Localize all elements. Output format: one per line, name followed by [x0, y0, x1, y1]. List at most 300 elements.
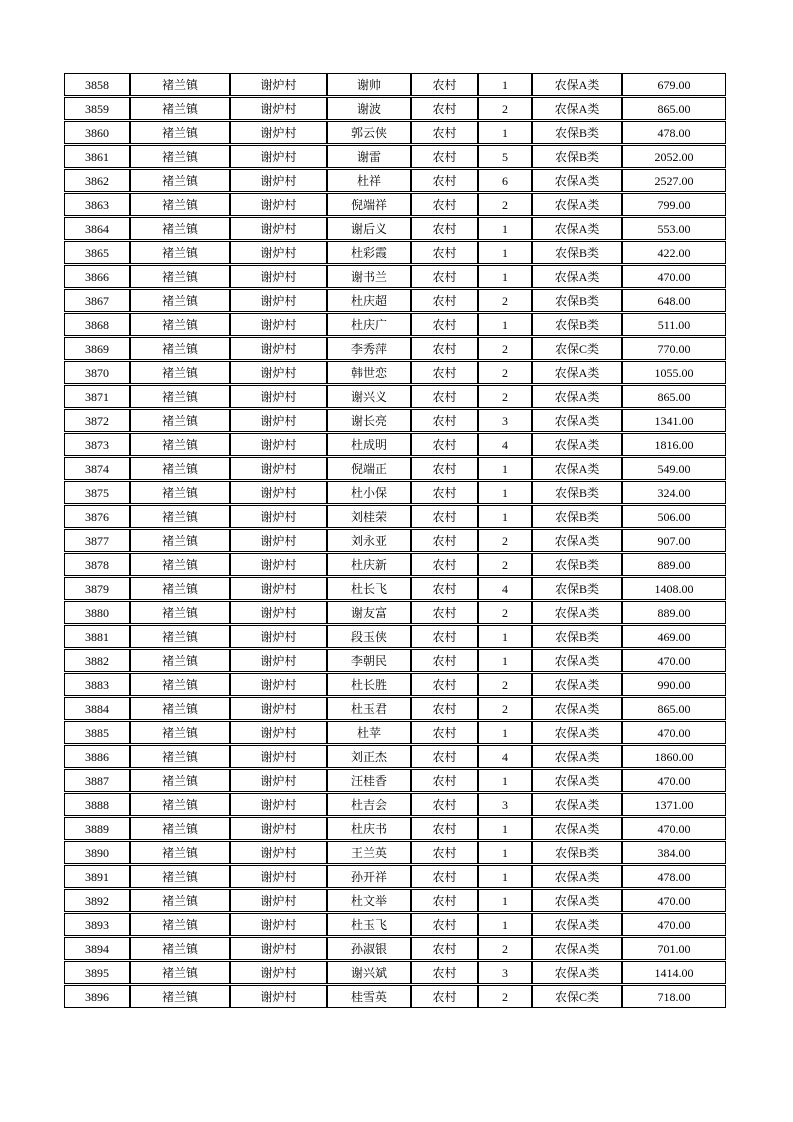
cell-town: 褚兰镇 [130, 985, 230, 1008]
cell-count: 1 [478, 121, 532, 144]
cell-name: 杜文举 [327, 889, 411, 912]
cell-type: 农村 [411, 721, 478, 744]
cell-name: 段玉侠 [327, 625, 411, 648]
cell-type: 农村 [411, 841, 478, 864]
cell-type: 农村 [411, 889, 478, 912]
cell-village: 谢炉村 [230, 793, 327, 816]
cell-category: 农保B类 [532, 121, 622, 144]
cell-name: 孙开祥 [327, 865, 411, 888]
table-body [64, 73, 726, 1008]
cell-category: 农保A类 [532, 217, 622, 240]
cell-type: 农村 [411, 937, 478, 960]
cell-amount: 865.00 [622, 697, 726, 720]
cell-name: 杜祥 [327, 169, 411, 192]
cell-seq: 3871 [64, 385, 130, 408]
cell-seq: 3861 [64, 145, 130, 168]
cell-category: 农保B类 [532, 289, 622, 312]
cell-town: 褚兰镇 [130, 361, 230, 384]
cell-town: 褚兰镇 [130, 913, 230, 936]
table-row [64, 961, 726, 984]
table-row [64, 505, 726, 528]
cell-amount: 470.00 [622, 769, 726, 792]
cell-type: 农村 [411, 73, 478, 96]
cell-count: 2 [478, 385, 532, 408]
cell-village: 谢炉村 [230, 577, 327, 600]
cell-count: 1 [478, 625, 532, 648]
cell-village: 谢炉村 [230, 433, 327, 456]
table-row [64, 625, 726, 648]
cell-village: 谢炉村 [230, 697, 327, 720]
cell-seq: 3887 [64, 769, 130, 792]
cell-amount: 2527.00 [622, 169, 726, 192]
cell-type: 农村 [411, 121, 478, 144]
table-row [64, 817, 726, 840]
cell-category: 农保B类 [532, 553, 622, 576]
cell-count: 1 [478, 841, 532, 864]
cell-count: 3 [478, 961, 532, 984]
cell-town: 褚兰镇 [130, 769, 230, 792]
cell-town: 褚兰镇 [130, 649, 230, 672]
table-row [64, 193, 726, 216]
table-row [64, 145, 726, 168]
cell-category: 农保B类 [532, 313, 622, 336]
cell-name: 杜庆新 [327, 553, 411, 576]
cell-name: 李秀萍 [327, 337, 411, 360]
cell-category: 农保B类 [532, 625, 622, 648]
cell-count: 4 [478, 577, 532, 600]
cell-name: 倪端祥 [327, 193, 411, 216]
cell-name: 谢帅 [327, 73, 411, 96]
cell-town: 褚兰镇 [130, 961, 230, 984]
table-row [64, 289, 726, 312]
cell-type: 农村 [411, 337, 478, 360]
cell-amount: 2052.00 [622, 145, 726, 168]
cell-village: 谢炉村 [230, 937, 327, 960]
cell-village: 谢炉村 [230, 73, 327, 96]
cell-count: 2 [478, 673, 532, 696]
cell-name: 谢书兰 [327, 265, 411, 288]
cell-town: 褚兰镇 [130, 241, 230, 264]
cell-village: 谢炉村 [230, 505, 327, 528]
table-row [64, 169, 726, 192]
cell-seq: 3889 [64, 817, 130, 840]
cell-category: 农保A类 [532, 769, 622, 792]
cell-type: 农村 [411, 649, 478, 672]
cell-seq: 3859 [64, 97, 130, 120]
table-row [64, 457, 726, 480]
cell-village: 谢炉村 [230, 985, 327, 1008]
cell-name: 杜玉飞 [327, 913, 411, 936]
insurance-roster-table [64, 72, 726, 1009]
cell-amount: 679.00 [622, 73, 726, 96]
table-row [64, 769, 726, 792]
cell-category: 农保A类 [532, 265, 622, 288]
cell-seq: 3873 [64, 433, 130, 456]
table-row [64, 529, 726, 552]
cell-count: 3 [478, 793, 532, 816]
cell-village: 谢炉村 [230, 553, 327, 576]
table-row [64, 721, 726, 744]
cell-town: 褚兰镇 [130, 433, 230, 456]
cell-count: 2 [478, 97, 532, 120]
cell-category: 农保A类 [532, 169, 622, 192]
cell-type: 农村 [411, 601, 478, 624]
table-row [64, 985, 726, 1008]
cell-village: 谢炉村 [230, 817, 327, 840]
cell-category: 农保A类 [532, 721, 622, 744]
cell-village: 谢炉村 [230, 481, 327, 504]
cell-count: 1 [478, 889, 532, 912]
cell-category: 农保A类 [532, 529, 622, 552]
cell-count: 1 [478, 265, 532, 288]
cell-count: 1 [478, 505, 532, 528]
cell-category: 农保A类 [532, 889, 622, 912]
cell-name: 杜小保 [327, 481, 411, 504]
cell-town: 褚兰镇 [130, 481, 230, 504]
cell-category: 农保B类 [532, 241, 622, 264]
cell-town: 褚兰镇 [130, 865, 230, 888]
cell-category: 农保C类 [532, 337, 622, 360]
cell-category: 农保A类 [532, 937, 622, 960]
cell-amount: 907.00 [622, 529, 726, 552]
cell-town: 褚兰镇 [130, 145, 230, 168]
cell-village: 谢炉村 [230, 145, 327, 168]
cell-count: 1 [478, 721, 532, 744]
cell-town: 褚兰镇 [130, 73, 230, 96]
table-row [64, 433, 726, 456]
table-row [64, 121, 726, 144]
cell-amount: 470.00 [622, 889, 726, 912]
cell-count: 2 [478, 985, 532, 1008]
cell-town: 褚兰镇 [130, 121, 230, 144]
cell-town: 褚兰镇 [130, 169, 230, 192]
cell-town: 褚兰镇 [130, 625, 230, 648]
cell-type: 农村 [411, 217, 478, 240]
cell-category: 农保A类 [532, 745, 622, 768]
cell-name: 杜长飞 [327, 577, 411, 600]
cell-seq: 3868 [64, 313, 130, 336]
cell-village: 谢炉村 [230, 337, 327, 360]
cell-seq: 3885 [64, 721, 130, 744]
cell-name: 杜成明 [327, 433, 411, 456]
cell-count: 2 [478, 361, 532, 384]
cell-name: 王兰英 [327, 841, 411, 864]
cell-count: 2 [478, 937, 532, 960]
cell-seq: 3869 [64, 337, 130, 360]
cell-seq: 3878 [64, 553, 130, 576]
cell-amount: 770.00 [622, 337, 726, 360]
cell-seq: 3879 [64, 577, 130, 600]
cell-category: 农保B类 [532, 505, 622, 528]
cell-name: 杜玉君 [327, 697, 411, 720]
cell-seq: 3891 [64, 865, 130, 888]
cell-town: 褚兰镇 [130, 673, 230, 696]
cell-type: 农村 [411, 913, 478, 936]
table-row [64, 889, 726, 912]
cell-count: 1 [478, 769, 532, 792]
cell-seq: 3890 [64, 841, 130, 864]
cell-name: 杜长胜 [327, 673, 411, 696]
cell-village: 谢炉村 [230, 193, 327, 216]
cell-town: 褚兰镇 [130, 97, 230, 120]
cell-seq: 3866 [64, 265, 130, 288]
cell-type: 农村 [411, 433, 478, 456]
cell-count: 3 [478, 409, 532, 432]
cell-seq: 3892 [64, 889, 130, 912]
cell-name: 杜苹 [327, 721, 411, 744]
cell-amount: 478.00 [622, 865, 726, 888]
cell-seq: 3865 [64, 241, 130, 264]
cell-name: 杜吉会 [327, 793, 411, 816]
cell-type: 农村 [411, 289, 478, 312]
cell-count: 1 [478, 73, 532, 96]
cell-amount: 506.00 [622, 505, 726, 528]
cell-type: 农村 [411, 745, 478, 768]
cell-name: 杜庆超 [327, 289, 411, 312]
cell-amount: 1341.00 [622, 409, 726, 432]
cell-name: 杜庆广 [327, 313, 411, 336]
cell-count: 1 [478, 241, 532, 264]
table-row [64, 241, 726, 264]
cell-name: 郭云侠 [327, 121, 411, 144]
cell-village: 谢炉村 [230, 889, 327, 912]
table-row [64, 337, 726, 360]
cell-category: 农保A类 [532, 601, 622, 624]
cell-name: 谢兴斌 [327, 961, 411, 984]
cell-type: 农村 [411, 193, 478, 216]
cell-type: 农村 [411, 577, 478, 600]
cell-village: 谢炉村 [230, 289, 327, 312]
table-row [64, 313, 726, 336]
cell-category: 农保A类 [532, 793, 622, 816]
cell-village: 谢炉村 [230, 217, 327, 240]
cell-village: 谢炉村 [230, 241, 327, 264]
cell-count: 4 [478, 745, 532, 768]
cell-type: 农村 [411, 985, 478, 1008]
cell-village: 谢炉村 [230, 265, 327, 288]
cell-town: 褚兰镇 [130, 289, 230, 312]
cell-village: 谢炉村 [230, 913, 327, 936]
cell-amount: 470.00 [622, 817, 726, 840]
cell-name: 谢雷 [327, 145, 411, 168]
cell-amount: 889.00 [622, 601, 726, 624]
cell-village: 谢炉村 [230, 361, 327, 384]
cell-name: 李朝民 [327, 649, 411, 672]
cell-category: 农保A类 [532, 97, 622, 120]
cell-category: 农保A类 [532, 193, 622, 216]
cell-village: 谢炉村 [230, 673, 327, 696]
cell-type: 农村 [411, 457, 478, 480]
cell-category: 农保A类 [532, 817, 622, 840]
cell-name: 谢友富 [327, 601, 411, 624]
cell-amount: 470.00 [622, 721, 726, 744]
cell-seq: 3881 [64, 625, 130, 648]
cell-seq: 3884 [64, 697, 130, 720]
cell-seq: 3886 [64, 745, 130, 768]
table-row [64, 937, 726, 960]
table-row [64, 73, 726, 96]
cell-type: 农村 [411, 553, 478, 576]
table-row [64, 745, 726, 768]
cell-name: 倪端正 [327, 457, 411, 480]
cell-town: 褚兰镇 [130, 217, 230, 240]
table-row [64, 649, 726, 672]
cell-town: 褚兰镇 [130, 721, 230, 744]
cell-amount: 1371.00 [622, 793, 726, 816]
cell-village: 谢炉村 [230, 961, 327, 984]
cell-village: 谢炉村 [230, 841, 327, 864]
cell-village: 谢炉村 [230, 121, 327, 144]
cell-amount: 889.00 [622, 553, 726, 576]
cell-village: 谢炉村 [230, 721, 327, 744]
cell-seq: 3895 [64, 961, 130, 984]
cell-count: 2 [478, 529, 532, 552]
cell-amount: 384.00 [622, 841, 726, 864]
cell-seq: 3874 [64, 457, 130, 480]
cell-seq: 3876 [64, 505, 130, 528]
cell-town: 褚兰镇 [130, 841, 230, 864]
table-row [64, 673, 726, 696]
cell-town: 褚兰镇 [130, 553, 230, 576]
cell-seq: 3862 [64, 169, 130, 192]
table-row [64, 553, 726, 576]
cell-amount: 799.00 [622, 193, 726, 216]
cell-town: 褚兰镇 [130, 937, 230, 960]
cell-town: 褚兰镇 [130, 505, 230, 528]
cell-type: 农村 [411, 625, 478, 648]
cell-category: 农保A类 [532, 697, 622, 720]
cell-town: 褚兰镇 [130, 793, 230, 816]
cell-type: 农村 [411, 409, 478, 432]
cell-village: 谢炉村 [230, 409, 327, 432]
cell-village: 谢炉村 [230, 97, 327, 120]
table-row [64, 865, 726, 888]
cell-amount: 470.00 [622, 913, 726, 936]
cell-amount: 511.00 [622, 313, 726, 336]
cell-seq: 3888 [64, 793, 130, 816]
cell-type: 农村 [411, 817, 478, 840]
cell-seq: 3894 [64, 937, 130, 960]
cell-amount: 1414.00 [622, 961, 726, 984]
cell-type: 农村 [411, 385, 478, 408]
table-row [64, 577, 726, 600]
cell-count: 2 [478, 193, 532, 216]
cell-category: 农保C类 [532, 985, 622, 1008]
cell-category: 农保A类 [532, 673, 622, 696]
cell-seq: 3896 [64, 985, 130, 1008]
cell-name: 谢后义 [327, 217, 411, 240]
cell-seq: 3860 [64, 121, 130, 144]
cell-town: 褚兰镇 [130, 745, 230, 768]
cell-seq: 3872 [64, 409, 130, 432]
cell-amount: 648.00 [622, 289, 726, 312]
cell-name: 韩世恋 [327, 361, 411, 384]
cell-category: 农保A类 [532, 457, 622, 480]
cell-count: 2 [478, 697, 532, 720]
table-row [64, 697, 726, 720]
cell-village: 谢炉村 [230, 457, 327, 480]
cell-category: 农保A类 [532, 649, 622, 672]
cell-type: 农村 [411, 361, 478, 384]
cell-amount: 469.00 [622, 625, 726, 648]
cell-type: 农村 [411, 505, 478, 528]
cell-amount: 1055.00 [622, 361, 726, 384]
cell-category: 农保A类 [532, 913, 622, 936]
cell-type: 农村 [411, 97, 478, 120]
cell-amount: 865.00 [622, 385, 726, 408]
cell-town: 褚兰镇 [130, 457, 230, 480]
cell-amount: 718.00 [622, 985, 726, 1008]
cell-seq: 3870 [64, 361, 130, 384]
cell-count: 1 [478, 481, 532, 504]
cell-village: 谢炉村 [230, 385, 327, 408]
cell-village: 谢炉村 [230, 745, 327, 768]
cell-type: 农村 [411, 145, 478, 168]
cell-village: 谢炉村 [230, 865, 327, 888]
table-row [64, 385, 726, 408]
cell-seq: 3877 [64, 529, 130, 552]
cell-amount: 1816.00 [622, 433, 726, 456]
cell-count: 1 [478, 457, 532, 480]
cell-count: 1 [478, 313, 532, 336]
cell-village: 谢炉村 [230, 601, 327, 624]
cell-category: 农保A类 [532, 361, 622, 384]
cell-village: 谢炉村 [230, 313, 327, 336]
cell-count: 2 [478, 553, 532, 576]
cell-count: 1 [478, 913, 532, 936]
table-row [64, 601, 726, 624]
cell-count: 2 [478, 289, 532, 312]
table-row [64, 265, 726, 288]
cell-name: 谢波 [327, 97, 411, 120]
cell-count: 2 [478, 601, 532, 624]
table-row [64, 97, 726, 120]
cell-amount: 990.00 [622, 673, 726, 696]
cell-type: 农村 [411, 673, 478, 696]
cell-category: 农保A类 [532, 961, 622, 984]
cell-count: 1 [478, 865, 532, 888]
cell-type: 农村 [411, 961, 478, 984]
cell-type: 农村 [411, 265, 478, 288]
cell-village: 谢炉村 [230, 529, 327, 552]
cell-amount: 865.00 [622, 97, 726, 120]
cell-amount: 1408.00 [622, 577, 726, 600]
cell-seq: 3883 [64, 673, 130, 696]
cell-village: 谢炉村 [230, 169, 327, 192]
cell-village: 谢炉村 [230, 769, 327, 792]
table-row [64, 409, 726, 432]
cell-seq: 3863 [64, 193, 130, 216]
cell-seq: 3864 [64, 217, 130, 240]
cell-town: 褚兰镇 [130, 409, 230, 432]
cell-town: 褚兰镇 [130, 193, 230, 216]
cell-town: 褚兰镇 [130, 265, 230, 288]
cell-name: 刘正杰 [327, 745, 411, 768]
cell-type: 农村 [411, 865, 478, 888]
cell-name: 孙淑银 [327, 937, 411, 960]
cell-category: 农保B类 [532, 577, 622, 600]
cell-count: 1 [478, 649, 532, 672]
cell-amount: 549.00 [622, 457, 726, 480]
cell-amount: 1860.00 [622, 745, 726, 768]
cell-town: 褚兰镇 [130, 601, 230, 624]
cell-name: 谢兴义 [327, 385, 411, 408]
cell-amount: 701.00 [622, 937, 726, 960]
table-row [64, 361, 726, 384]
cell-type: 农村 [411, 481, 478, 504]
cell-town: 褚兰镇 [130, 577, 230, 600]
cell-category: 农保A类 [532, 73, 622, 96]
